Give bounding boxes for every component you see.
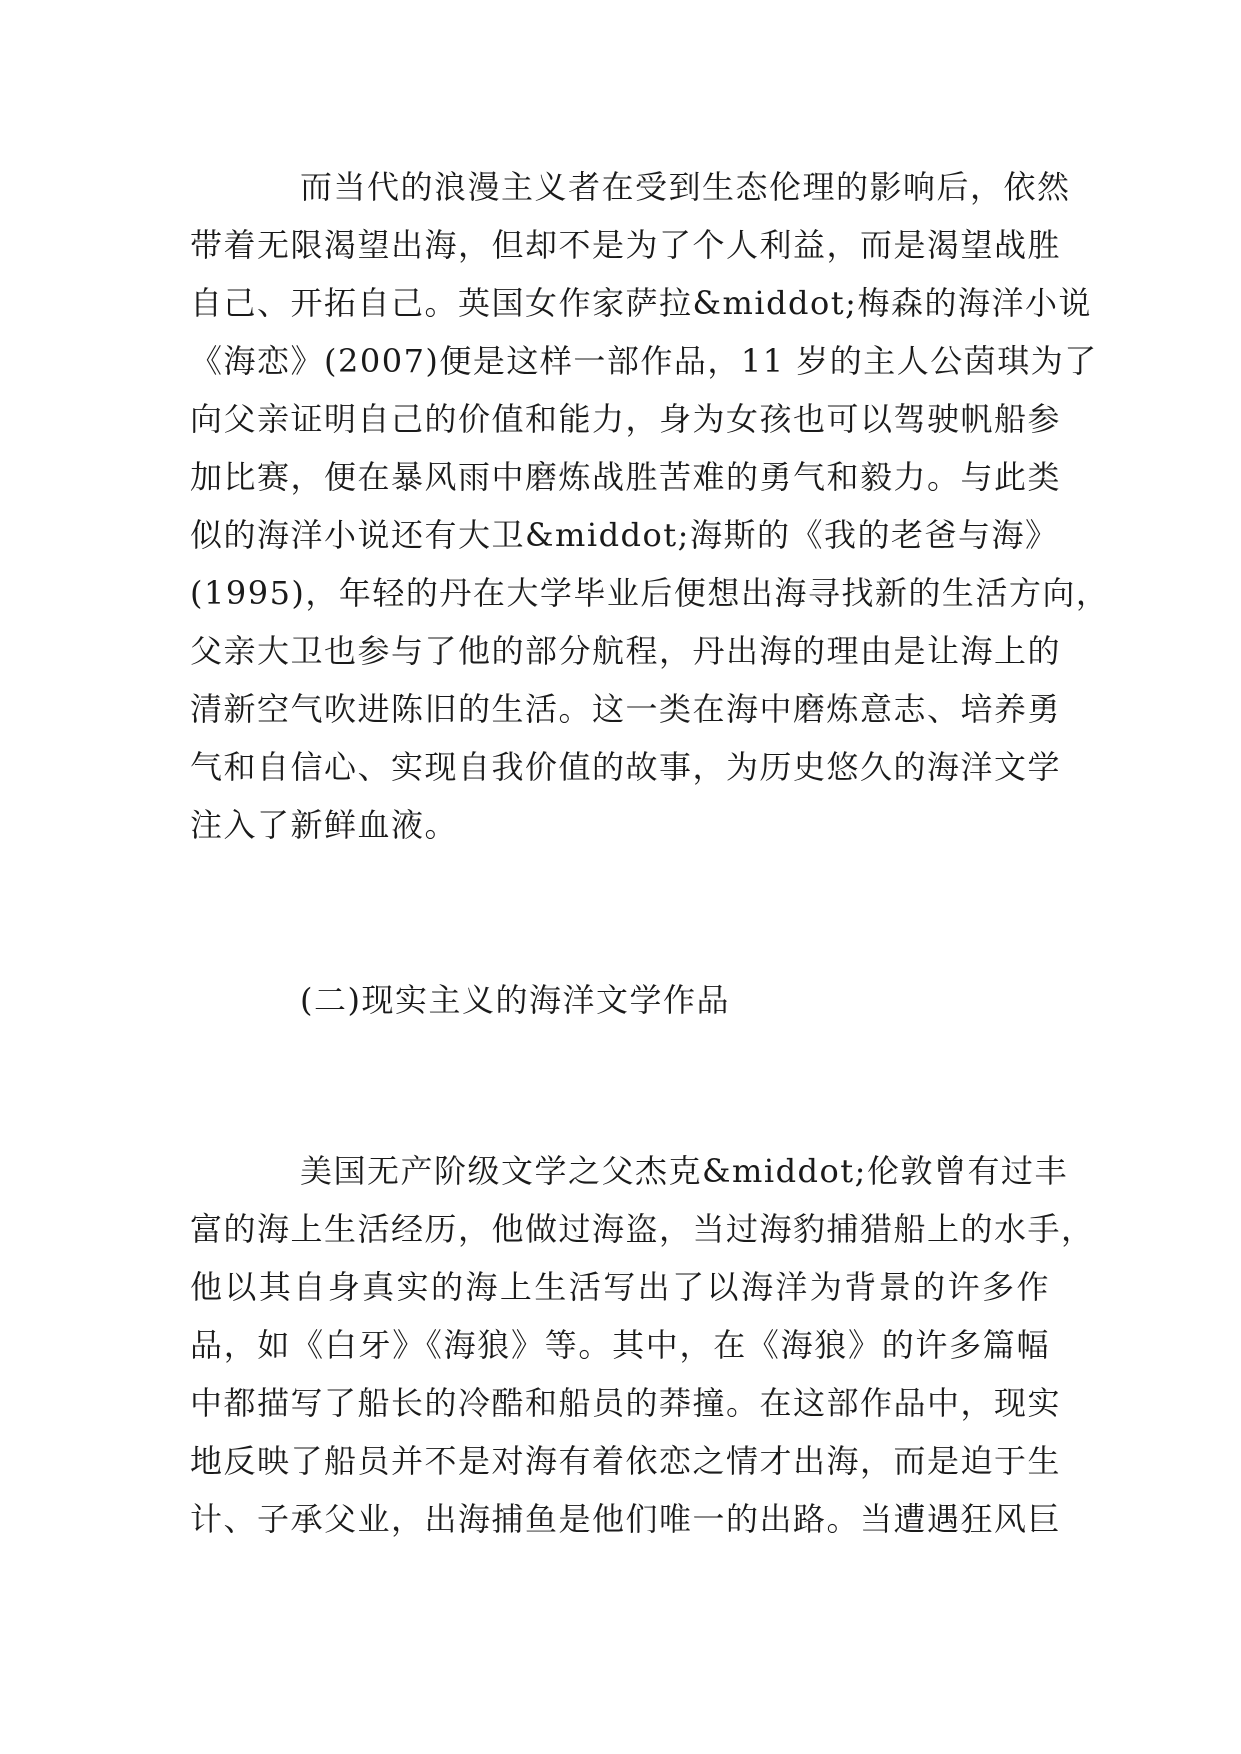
text-line: 清新空气吹进陈旧的生活。这一类在海中磨炼意志、培养勇 — [190, 690, 1062, 728]
text-line: 带着无限渴望出海，但却不是为了个人利益，而是渴望战胜 — [190, 226, 1062, 264]
text-line: 地反映了船员并不是对海有着依恋之情才出海，而是迫于生 — [190, 1442, 1062, 1480]
text-line: 他以其自身真实的海上生活写出了以海洋为背景的许多作 — [190, 1268, 1050, 1306]
text-line: 品，如《白牙》《海狼》等。其中，在《海狼》的许多篇幅 — [190, 1326, 1050, 1364]
text-line: 而当代的浪漫主义者在受到生态伦理的影响后，依然 — [300, 168, 1071, 206]
text-line: 计、子承父业，出海捕鱼是他们唯一的出路。当遭遇狂风巨 — [190, 1500, 1062, 1538]
text-line: (1995)，年轻的丹在大学毕业后便想出海寻找新的生活方向， — [190, 574, 1110, 612]
text-line: 父亲大卫也参与了他的部分航程，丹出海的理由是让海上的 — [190, 632, 1062, 670]
text-line: 美国无产阶级文学之父杰克&middot;伦敦曾有过丰 — [300, 1152, 1068, 1190]
text-line: 《海恋》(2007)便是这样一部作品，11 岁的主人公茵琪为了 — [190, 342, 1098, 380]
text-line: 自己、开拓自己。英国女作家萨拉&middot;梅森的海洋小说 — [190, 284, 1092, 322]
text-line: 加比赛，便在暴风雨中磨炼战胜苦难的勇气和毅力。与此类 — [190, 458, 1062, 496]
text-line: 注入了新鲜血液。 — [190, 806, 459, 844]
text-line: 向父亲证明自己的价值和能力，身为女孩也可以驾驶帆船参 — [190, 400, 1062, 438]
section-heading: (二)现实主义的海洋文学作品 — [300, 981, 730, 1019]
text-line: 似的海洋小说还有大卫&middot;海斯的《我的老爸与海》 — [190, 516, 1059, 554]
text-line: 富的海上生活经历，他做过海盗，当过海豹捕猎船上的水手， — [190, 1210, 1095, 1248]
text-line: 中都描写了船长的冷酷和船员的莽撞。在这部作品中，现实 — [190, 1384, 1062, 1422]
text-line: 气和自信心、实现自我价值的故事，为历史悠久的海洋文学 — [190, 748, 1062, 786]
